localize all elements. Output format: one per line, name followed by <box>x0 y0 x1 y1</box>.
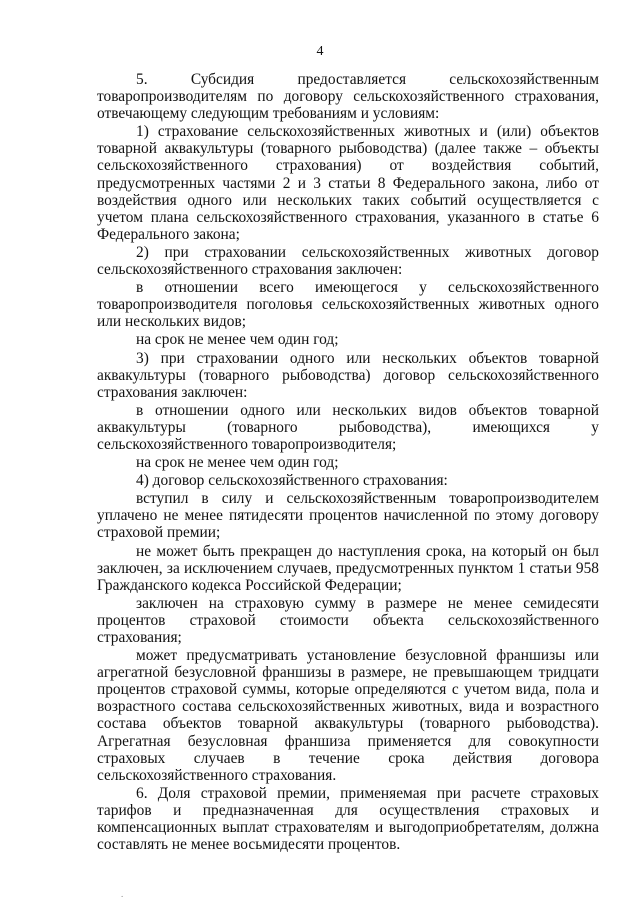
paragraph-item-2: 2) при страховании сельскохозяйственных животных договор сельскохозяйственного страхования заключен: <box>97 243 599 279</box>
paragraph-5-intro: 5. Субсидия предоставляется сельскохозяйственным товаропроизводителям по договору сельскохозяйственного страхования, отвечающему следующим требованиям и условиям: <box>97 71 599 123</box>
page-number: 4 <box>316 44 324 59</box>
paragraph-item-4-termination: не может быть прекращен до наступления срока, на который он был заключен, за исключением случаев, предусмотренных пунктом 1 статьи 958 Гражданского кодекса Российской Федерации; <box>97 542 599 594</box>
document-body <box>97 71 599 853</box>
scan-speck: . <box>121 889 124 899</box>
paragraph-item-4-deductible: может предусматривать установление безусловной франшизы или агрегатной безусловной франшизы в размере, не превышающем тридцати процентов страховой суммы, которые определяются с учетом вида, пола и возрастного состава сельскохозяйственных животных, вида и возрастного состава объектов товарной аквакультуры (товарного рыбоводства). Агрегатная безусловная франшиза применяется для совокупности страховых случаев в течение срока действия договора сельскохозяйственного страхования. <box>97 647 599 784</box>
paragraph-item-3-term: на срок не менее чем один год; <box>136 454 339 472</box>
paragraph-item-3: 3) при страховании одного или нескольких объектов товарной аквакультуры (товарного рыбоводства) договор сельскохозяйственного страхования заключен: <box>97 349 599 401</box>
paragraph-item-2-scope: в отношении всего имеющегося у сельскохозяйственного товаропроизводителя поголовья сельскохозяйственных животных одного или нескольких видов; <box>97 279 599 331</box>
paragraph-item-2-term: на срок не менее чем один год; <box>136 331 339 349</box>
paragraph-item-1: 1) страхование сельскохозяйственных животных и (или) объектов товарной аквакультуры (товарного рыбоводства) (далее также – объекты сельскохозяйственного страхования) от воздействия событий, предусмотренных частями 2 и 3 статьи 8 Федерального закона, либо от воздействия одного или нескольких таких событий осуществляется с учетом плана сельскохозяйственного страхования, указанного в статье 6 Федерального закона; <box>97 123 599 243</box>
paragraph-item-3-scope: в отношении одного или нескольких видов объектов товарной аквакультуры (товарного рыбоводства), имеющихся у сельскохозяйственного товаропроизводителя; <box>97 401 599 453</box>
paragraph-item-4-sum-insured: заключен на страховую сумму в размере не менее семидесяти процентов страховой стоимости объекта сельскохозяйственного страхования; <box>97 594 599 646</box>
paragraph-6: 6. Доля страховой премии, применяемая при расчете страховых тарифов и предназначенная для осуществления страховых и компенсационных выплат страхователям и выгодоприобретателям, должна составлять не менее восьмидесяти процентов. <box>97 784 599 854</box>
paragraph-item-4-in-force: вступил в силу и сельскохозяйственным товаропроизводителем уплачено не менее пятидесяти процентов начисленной по этому договору страховой премии; <box>97 490 599 542</box>
paragraph-item-4: 4) договор сельскохозяйственного страхования: <box>136 472 448 490</box>
